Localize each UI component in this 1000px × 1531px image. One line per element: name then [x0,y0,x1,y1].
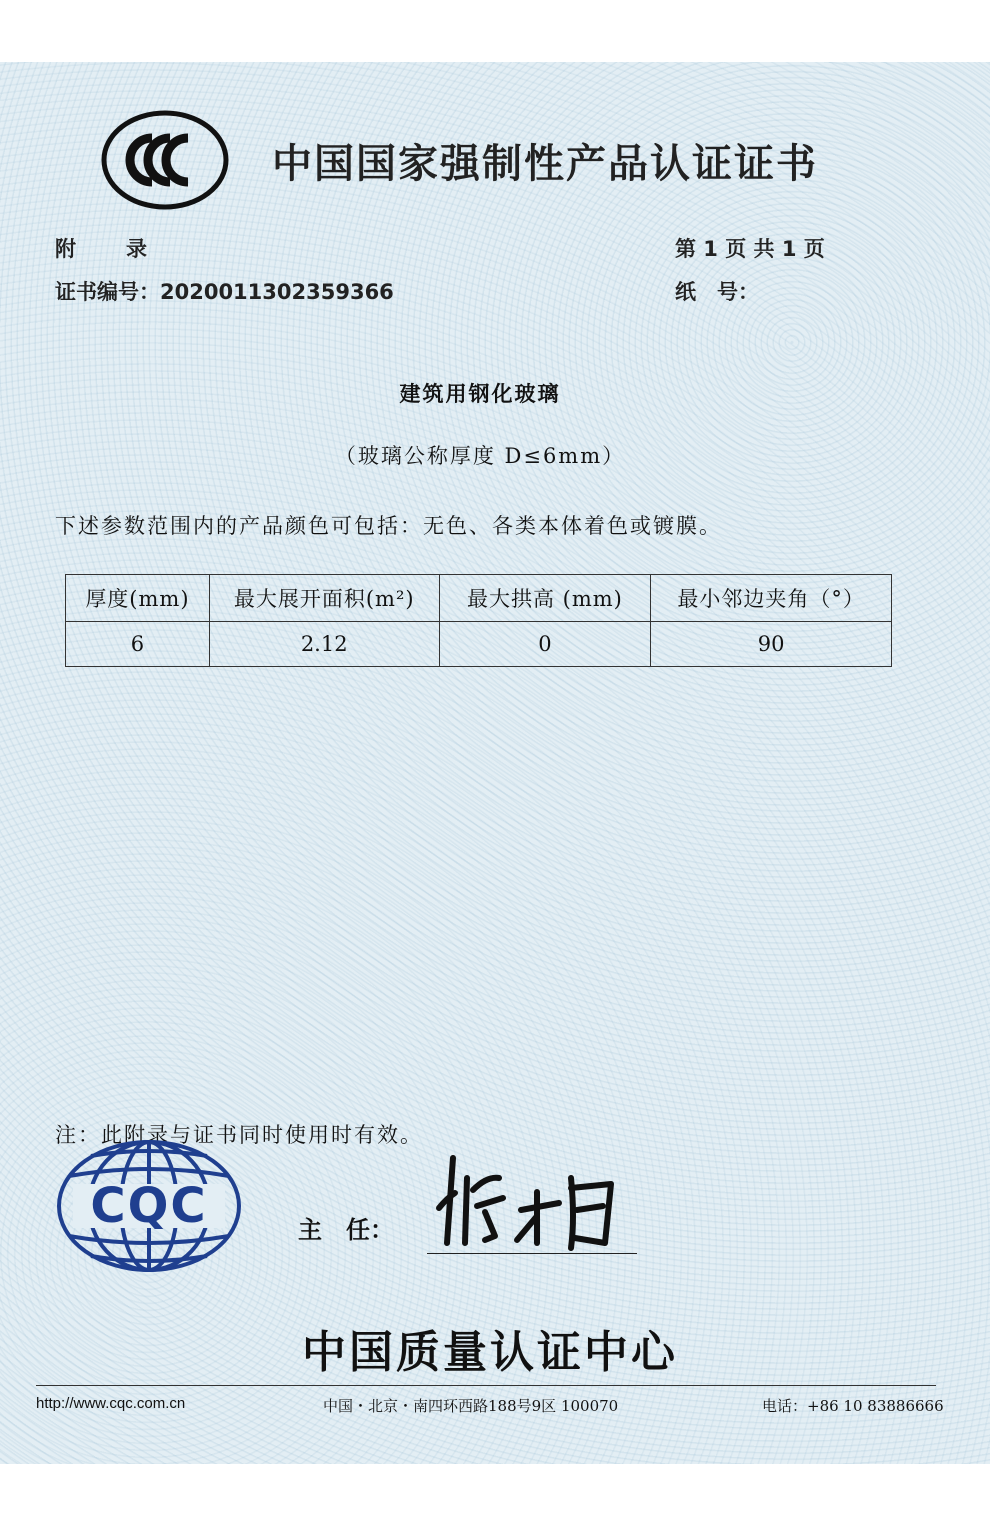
signature-line [427,1253,637,1254]
footer-address: 中国・北京・南四环西路188号9区 100070 [323,1397,619,1415]
table-header-cell: 厚度(mm) [66,575,210,622]
footer-divider [36,1385,936,1386]
cert-no-value: 2020011302359366 [160,280,394,304]
table-cell: 6 [66,622,210,667]
thickness-range-note: （玻璃公称厚度 D≤6mm） [334,444,626,468]
table-header-row [66,575,892,622]
svg-text:CQC: CQC [90,1178,208,1234]
validity-note: 注：此附录与证书同时使用时有效。 [55,1123,423,1147]
product-name: 建筑用钢化玻璃 [399,381,561,406]
table-row [66,622,892,667]
table-cell: 2.12 [209,622,439,667]
table-cell: 90 [651,622,892,667]
appendix-label: 附录 [55,237,197,261]
table-header-cell: 最大展开面积(m²) [209,575,439,622]
table-cell: 0 [439,622,651,667]
footer-phone: 电话：+86 10 83886666 [762,1397,944,1415]
cert-no-label: 证书编号： [55,280,160,304]
parameter-table [65,574,892,667]
issuer-name: 中国质量认证中心 [302,1327,678,1378]
certificate-title: 中国国家强制性产品认证证书 [272,141,818,187]
table-header-cell: 最大拱高 (mm) [439,575,651,622]
cqc-logo [55,1138,243,1274]
certificate-number [55,276,394,306]
table-header-cell: 最小邻边夹角（°） [651,575,892,622]
director-label: 主 任： [298,1216,394,1244]
director-signature [425,1148,640,1263]
page-info: 第 1 页 共 1 页 [675,237,825,261]
footer-website-link[interactable]: http://www.cqc.com.cn [36,1395,186,1412]
ccc-logo [100,110,230,210]
color-description: 下述参数范围内的产品颜色可包括：无色、各类本体着色或镀膜。 [55,514,722,538]
paper-number-label: 纸 号： [675,280,759,304]
